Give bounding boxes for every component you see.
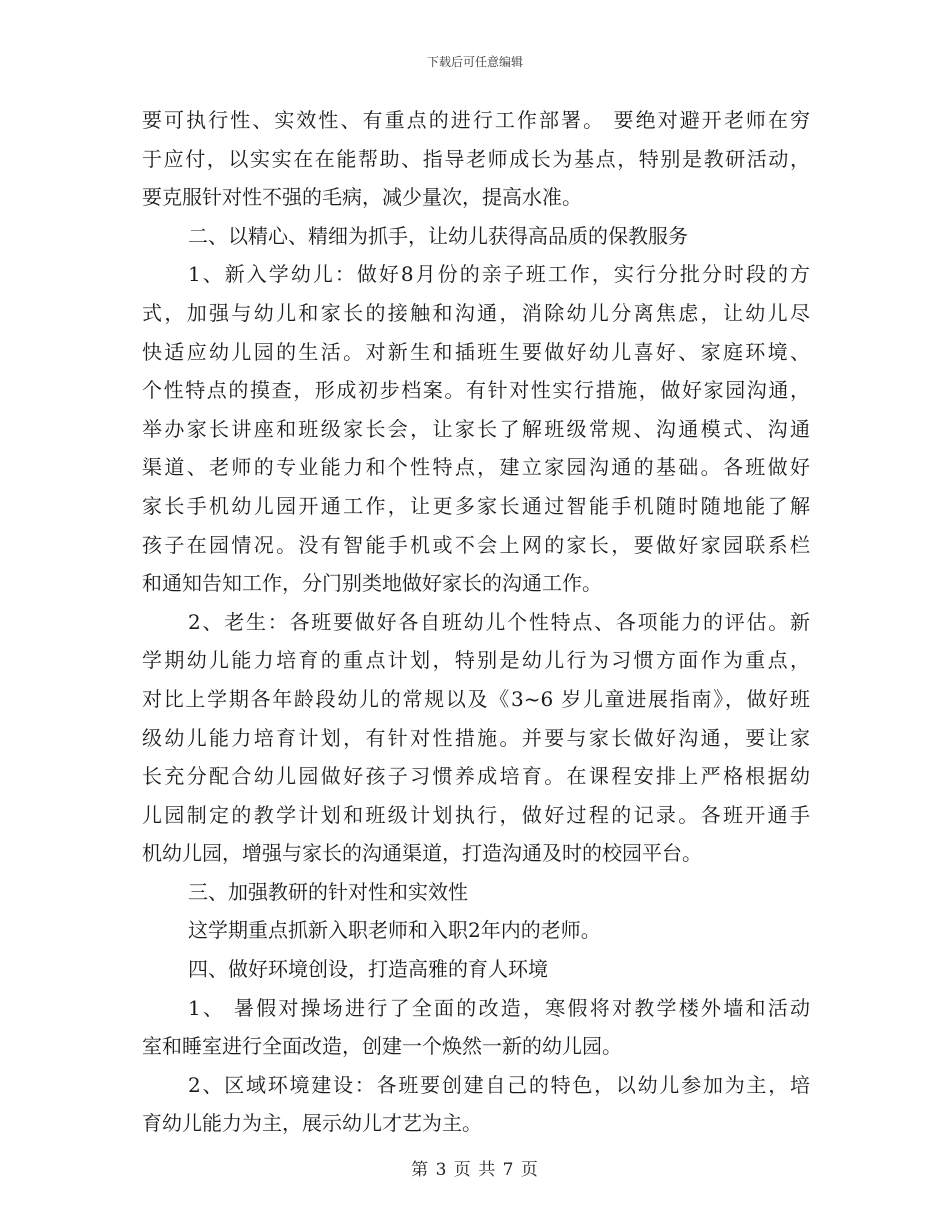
text-line: 育幼儿能力为主，展示幼儿才艺为主。 bbox=[142, 1111, 482, 1136]
text-line: 1、新入学幼儿：做好8月份的亲子班工作，实行分批分时段的方 bbox=[188, 262, 810, 287]
text-line: 这学期重点抓新入职老师和入职2年内的老师。 bbox=[188, 918, 601, 943]
text-line: 学期幼儿能力培育的重点计划，特别是幼儿行为习惯方面作为重点， bbox=[142, 648, 810, 673]
text-line: 儿园制定的教学计划和班级计划执行，做好过程的记录。各班开通手 bbox=[142, 802, 810, 827]
text-line: 室和睡室进行全面改造，创建一个焕然一新的幼儿园。 bbox=[142, 1034, 622, 1059]
page-number: 第 3 页 共 7 页 bbox=[411, 1160, 539, 1180]
text-line: 快适应幼儿园的生活。对新生和插班生要做好幼儿喜好、家庭环境、 bbox=[142, 339, 810, 364]
text-line: 和通知告知工作，分门别类地做好家长的沟通工作。 bbox=[142, 571, 602, 596]
text-line: 机幼儿园，增强与家长的沟通渠道，打造沟通及时的校园平台。 bbox=[142, 841, 702, 866]
text-line: 于应付，以实实在在能帮助、指导老师成长为基点，特别是教研活动， bbox=[142, 146, 810, 171]
text-line: 要克服针对性不强的毛病，减少量次，提高水准。 bbox=[142, 185, 582, 210]
text-line: 家长手机幼儿园开通工作，让更多家长通过智能手机随时随地能了解 bbox=[142, 493, 810, 518]
text-line: 2、老生：各班要做好各自班幼儿个性特点、各项能力的评估。新 bbox=[188, 609, 810, 634]
document-body bbox=[142, 101, 810, 1143]
text-line: 对比上学期各年龄段幼儿的常规以及《3~6 岁儿童进展指南》，做好班 bbox=[142, 686, 810, 711]
text-line: 级幼儿能力培育计划，有针对性措施。并要与家长做好沟通，要让家 bbox=[142, 725, 810, 750]
text-line: 举办家长讲座和班级家长会，让家长了解班级常规、沟通模式、沟通 bbox=[142, 416, 810, 441]
text-line: 1、 暑假对操场进行了全面的改造，寒假将对教学楼外墙和活动 bbox=[188, 995, 810, 1020]
text-line: 式，加强与幼儿和家长的接触和沟通，消除幼儿分离焦虑，让幼儿尽 bbox=[142, 300, 810, 325]
section-heading: 二、以精心、精细为抓手，让幼儿获得高品质的保教服务 bbox=[188, 223, 688, 248]
page-header: 下载后可任意编辑 bbox=[426, 55, 523, 69]
text-line: 长充分配合幼儿园做好孩子习惯养成培育。在课程安排上严格根据幼 bbox=[142, 764, 810, 789]
text-line: 个性特点的摸查，形成初步档案。有针对性实行措施，做好家园沟通， bbox=[142, 378, 810, 403]
text-line: 孩子在园情况。没有智能手机或不会上网的家长，要做好家园联系栏 bbox=[142, 532, 810, 557]
section-heading: 三、加强教研的针对性和实效性 bbox=[188, 879, 468, 904]
text-line: 要可执行性、实效性、有重点的进行工作部署。 要绝对避开老师在穷 bbox=[142, 108, 810, 132]
text-line: 渠道、老师的专业能力和个性特点，建立家园沟通的基础。各班做好 bbox=[142, 455, 810, 480]
section-heading: 四、做好环境创设，打造高雅的育人环境 bbox=[188, 957, 548, 982]
text-line: 2、区域环境建设：各班要创建自己的特色，以幼儿参加为主，培 bbox=[188, 1072, 810, 1097]
